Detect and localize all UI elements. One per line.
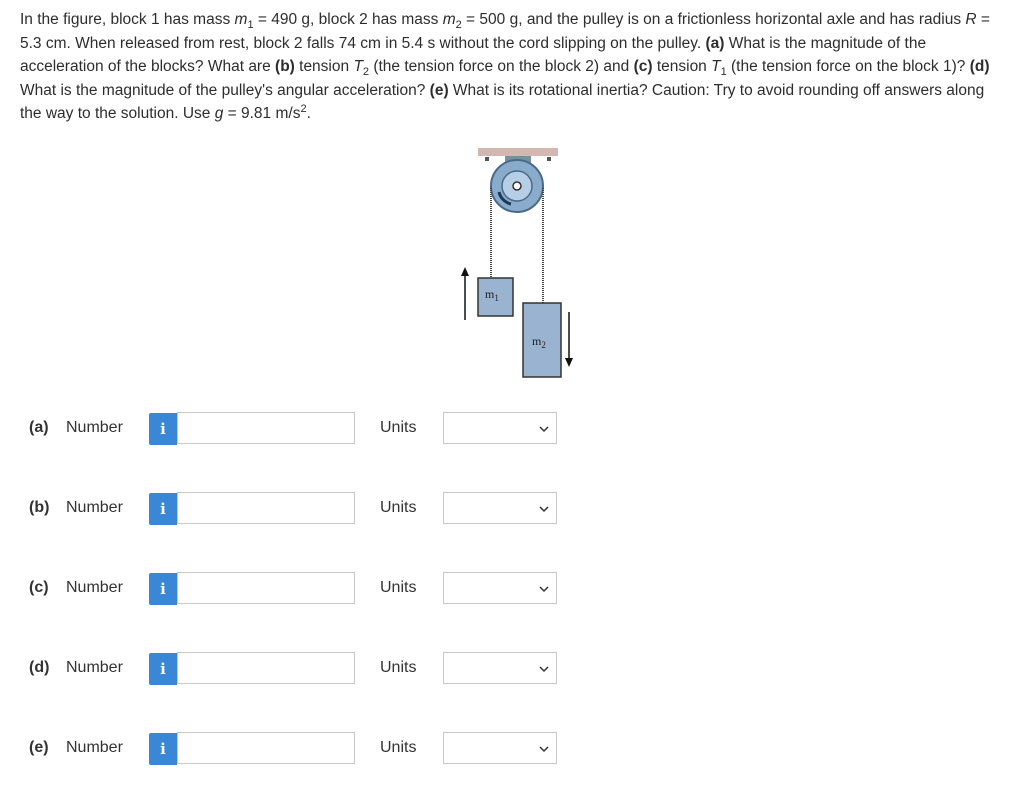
units-label: Units bbox=[380, 499, 417, 516]
symbol-m1: m bbox=[234, 11, 248, 28]
part-tag: (c) bbox=[633, 58, 653, 75]
number-input[interactable] bbox=[177, 732, 355, 764]
units-select[interactable] bbox=[443, 652, 557, 684]
question-fragment: What is the magnitude of the pulley's angular acceleration? bbox=[20, 81, 430, 99]
subscript: 2 bbox=[455, 19, 462, 32]
question-fragment: . bbox=[306, 105, 311, 122]
subscript: 1 bbox=[720, 66, 727, 79]
answer-row-c bbox=[0, 571, 600, 607]
units-select[interactable] bbox=[443, 492, 557, 524]
pulley-axle bbox=[513, 182, 521, 190]
question-fragment: What is the magnitude of the acceleration of the blocks? What are bbox=[20, 34, 927, 75]
units-label: Units bbox=[380, 739, 417, 756]
number-input[interactable] bbox=[177, 492, 355, 524]
pulley-figure bbox=[455, 140, 585, 390]
question-fragment: = 9.81 m/s bbox=[223, 105, 301, 122]
info-icon[interactable]: i bbox=[149, 573, 177, 605]
symbol-t1: T bbox=[711, 58, 721, 75]
block-1-label: $m_1$ bbox=[485, 287, 499, 303]
bolt-left bbox=[485, 157, 489, 161]
question-fragment: = 490 g, block 2 has mass bbox=[253, 11, 443, 28]
info-icon[interactable]: i bbox=[149, 493, 177, 525]
symbol-g: g bbox=[214, 105, 224, 122]
part-tag: (e) bbox=[429, 81, 449, 99]
units-label: Units bbox=[380, 579, 417, 596]
symbol-r: R bbox=[965, 11, 977, 28]
question-fragment: = 5.3 cm. When released from rest, block 2 falls 74 cm in 5.4 s without the cord slipping on the pulley. bbox=[20, 11, 990, 52]
part-tag: (b) bbox=[275, 58, 295, 75]
chevron-down-icon bbox=[539, 504, 549, 514]
answer-row-a bbox=[0, 411, 600, 447]
question-fragment: (the tension force on the block 1)? bbox=[726, 58, 970, 75]
part-tag: (a) bbox=[705, 34, 725, 52]
ceiling-mount bbox=[478, 148, 558, 156]
part-label: (c) bbox=[29, 579, 49, 596]
part-label: (a) bbox=[29, 419, 49, 436]
units-select[interactable] bbox=[443, 732, 557, 764]
number-input[interactable] bbox=[177, 572, 355, 604]
answer-row-d bbox=[0, 651, 600, 687]
answer-row-e bbox=[0, 731, 600, 767]
part-label: (d) bbox=[29, 659, 50, 676]
number-label: Number bbox=[66, 579, 123, 596]
number-label: Number bbox=[66, 739, 123, 756]
units-label: Units bbox=[380, 659, 417, 676]
question-fragment: What is its rotational inertia? Caution: Try to avoid rounding off answers along the way to the solution. Use bbox=[20, 81, 985, 122]
question-fragment: tension bbox=[652, 58, 712, 75]
part-label: (b) bbox=[29, 499, 50, 516]
part-tag: (d) bbox=[969, 58, 990, 75]
question-fragment: = 500 g, and the pulley is on a frictionless horizontal axle and has radius bbox=[461, 11, 966, 28]
question-text bbox=[20, 8, 1010, 126]
block-2-label: $m_2$ bbox=[532, 334, 546, 350]
chevron-down-icon bbox=[539, 664, 549, 674]
answer-row-b bbox=[0, 491, 600, 527]
symbol-t2: T bbox=[353, 58, 363, 75]
number-input[interactable] bbox=[177, 652, 355, 684]
chevron-down-icon bbox=[539, 424, 549, 434]
subscript: 2 bbox=[362, 66, 370, 79]
number-label: Number bbox=[66, 419, 123, 436]
question-fragment: (the tension force on the block 2) and bbox=[369, 58, 634, 75]
info-icon[interactable]: i bbox=[149, 653, 177, 685]
pulley-diagram bbox=[455, 140, 585, 390]
units-select[interactable] bbox=[443, 572, 557, 604]
chevron-down-icon bbox=[539, 744, 549, 754]
arrow-down-icon bbox=[565, 358, 573, 367]
symbol-m2: m bbox=[442, 11, 456, 28]
info-icon[interactable]: i bbox=[149, 733, 177, 765]
superscript: 2 bbox=[300, 102, 307, 115]
number-input[interactable] bbox=[177, 412, 355, 444]
units-label: Units bbox=[380, 419, 417, 436]
part-label: (e) bbox=[29, 739, 49, 756]
question-fragment: tension bbox=[294, 58, 354, 75]
number-label: Number bbox=[66, 499, 123, 516]
bolt-right bbox=[547, 157, 551, 161]
number-label: Number bbox=[66, 659, 123, 676]
info-icon[interactable]: i bbox=[149, 413, 177, 445]
units-select[interactable] bbox=[443, 412, 557, 444]
subscript: 1 bbox=[247, 19, 254, 32]
arrow-up-icon bbox=[461, 267, 469, 276]
chevron-down-icon bbox=[539, 584, 549, 594]
question-fragment: In the figure, block 1 has mass bbox=[20, 11, 235, 28]
